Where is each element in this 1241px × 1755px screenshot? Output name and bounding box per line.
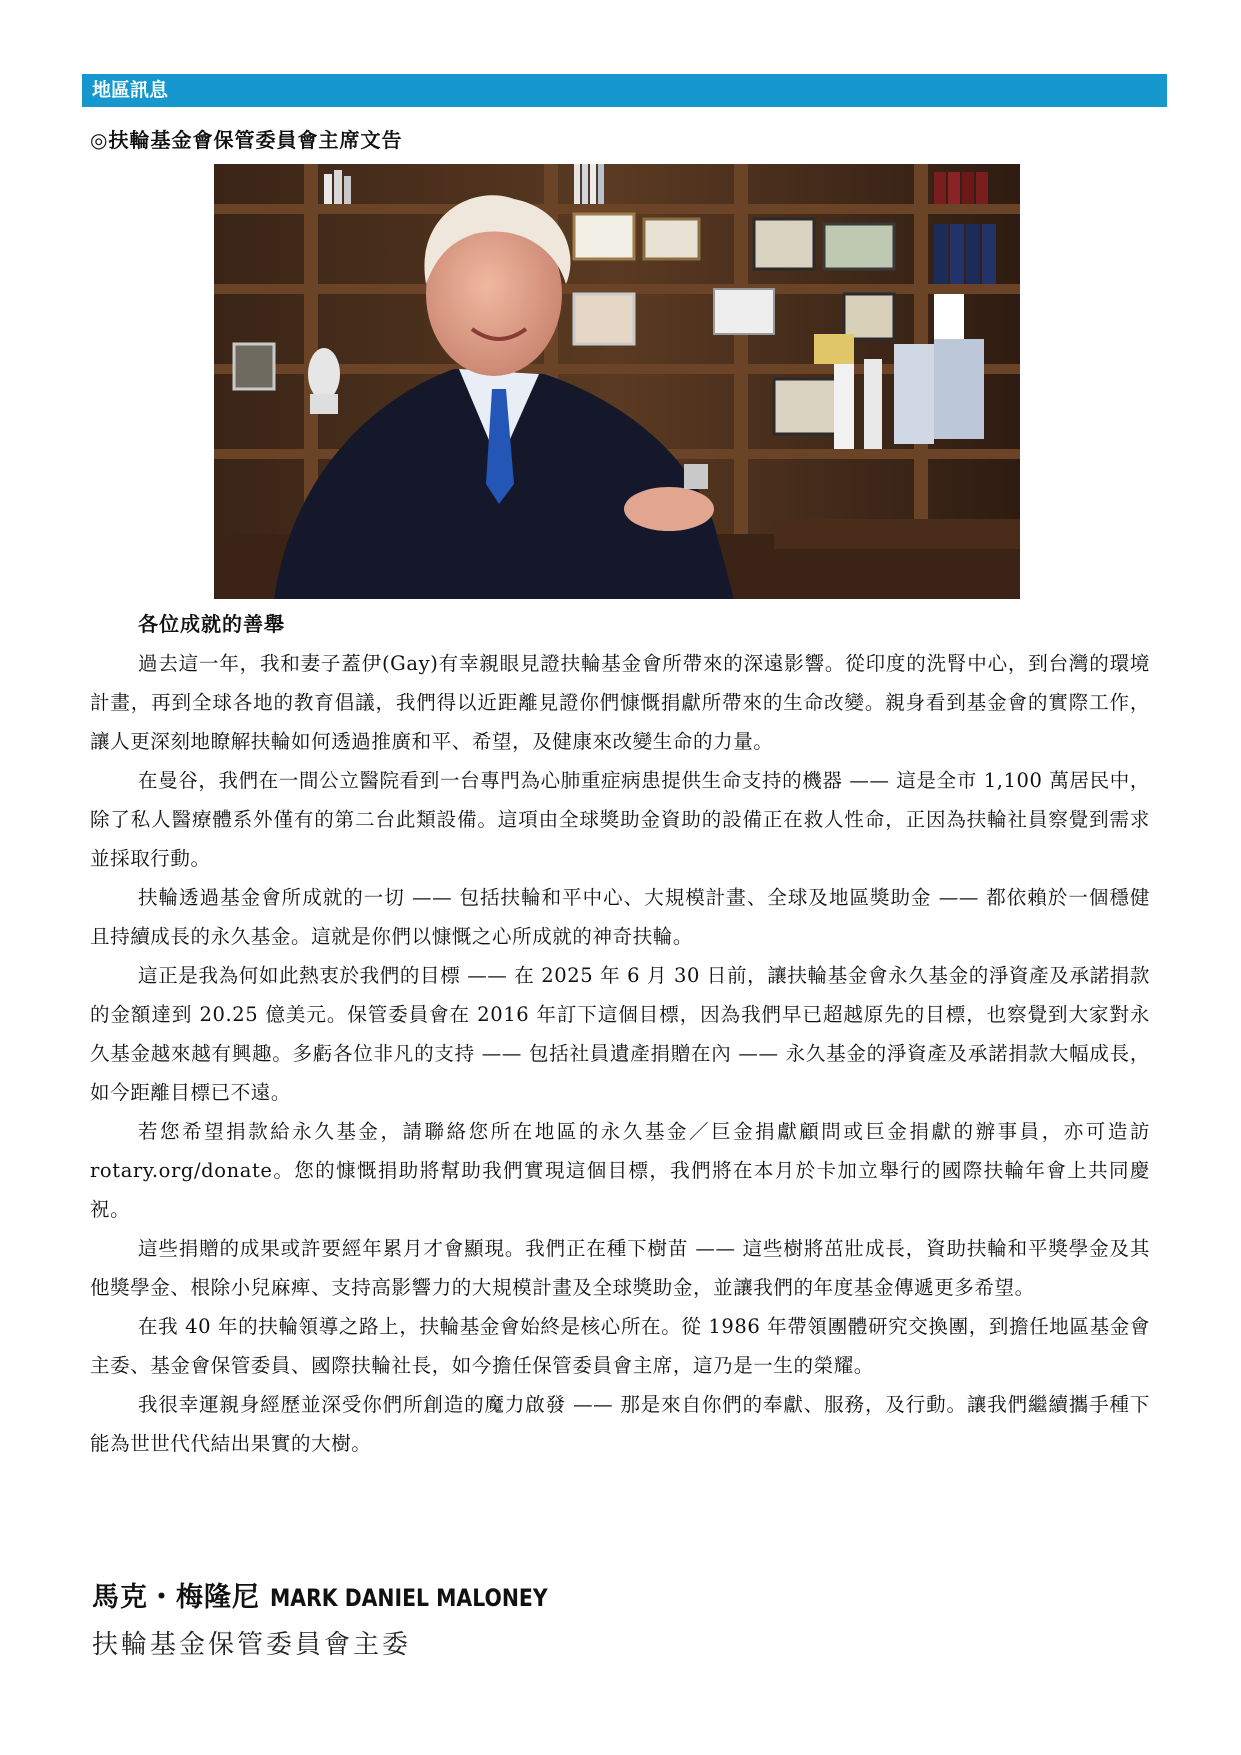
signature-block [92,1575,597,1661]
article-body [90,644,1150,1463]
paragraph: 這正是我為何如此熱衷於我們的目標 —— 在 2025 年 6 月 30 日前，讓扶輪基金會永久基金的淨資產及承諾捐款的金額達到 20.25 億美元。保管委員會在 2016 年訂下這個目標，因為我們早已超越原先的目標，也察覺到大家對永久基金越來越有興趣。多虧各位非凡的支持 —— 包括社員遺產捐贈在內 —— 永久基金的淨資產及承諾捐款大幅成長，如今距離目標已不遠。 [90,964,1150,1104]
paragraph: 這些捐贈的成果或許要經年累月才會顯現。我們正在種下樹苗 —— 這些樹將茁壯成長，資助扶輪和平獎學金及其他獎學金、根除小兒麻痺、支持高影響力的大規模計畫及全球獎助金，並讓我們的年度基金傳遞更多希望。 [90,1237,1150,1299]
paragraph: 在我 40 年的扶輪領導之路上，扶輪基金會始終是核心所在。從 1986 年帶領團體研究交換團，到擔任地區基金會主委、基金會保管委員、國際扶輪社長，如今擔任保管委員會主席，這乃是一生的榮耀。 [90,1315,1150,1377]
paragraph: 若您希望捐款給永久基金，請聯絡您所在地區的永久基金／巨金捐獻顧問或巨金捐獻的辦事員，亦可造訪 rotary.org/donate。您的慷慨捐助將幫助我們實現這個目標，我們將在本月於卡加立舉行的國際扶輪年會上共同慶祝。 [90,1120,1150,1221]
signature-name-zh: 馬克・梅隆尼 [92,1582,260,1613]
section-label: 地區訊息 [92,79,169,101]
portrait-photo [214,164,1020,599]
signature-name-en: MARK DANIEL MALONEY [270,1584,548,1612]
paragraph: 扶輪透過基金會所成就的一切 —— 包括扶輪和平中心、大規模計畫、全球及地區獎助金 —— 都依賴於一個穩健且持續成長的永久基金。這就是你們以慷慨之心所成就的神奇扶輪。 [90,886,1150,948]
paragraph: 在曼谷，我們在一間公立醫院看到一台專門為心肺重症病患提供生命支持的機器 —— 這是全市 1,100 萬居民中，除了私人醫療體系外僅有的第二台此類設備。這項由全球獎助金資助的設備正在救人性命，正因為扶輪社員察覺到需求並採取行動。 [90,769,1150,870]
article-title: ◎扶輪基金會保管委員會主席文告 [90,128,403,152]
signature-role: 扶輪基金保管委員會主委 [92,1630,412,1660]
section-heading: 各位成就的善舉 [138,612,285,636]
paragraph: 過去這一年，我和妻子蓋伊(Gay)有幸親眼見證扶輪基金會所帶來的深遠影響。從印度的洗腎中心，到台灣的環境計畫，再到全球各地的教育倡議，我們得以近距離見證你們慷慨捐獻所帶來的生命改變。親身看到基金會的實際工作，讓人更深刻地瞭解扶輪如何透過推廣和平、希望，及健康來改變生命的力量。 [90,652,1150,753]
paragraph: 我很幸運親身經歷並深受你們所創造的魔力啟發 —— 那是來自你們的奉獻、服務，及行動。讓我們繼續攜手種下能為世世代代結出果實的大樹。 [90,1393,1150,1455]
section-banner [82,74,1167,107]
signature-name [92,1575,597,1614]
